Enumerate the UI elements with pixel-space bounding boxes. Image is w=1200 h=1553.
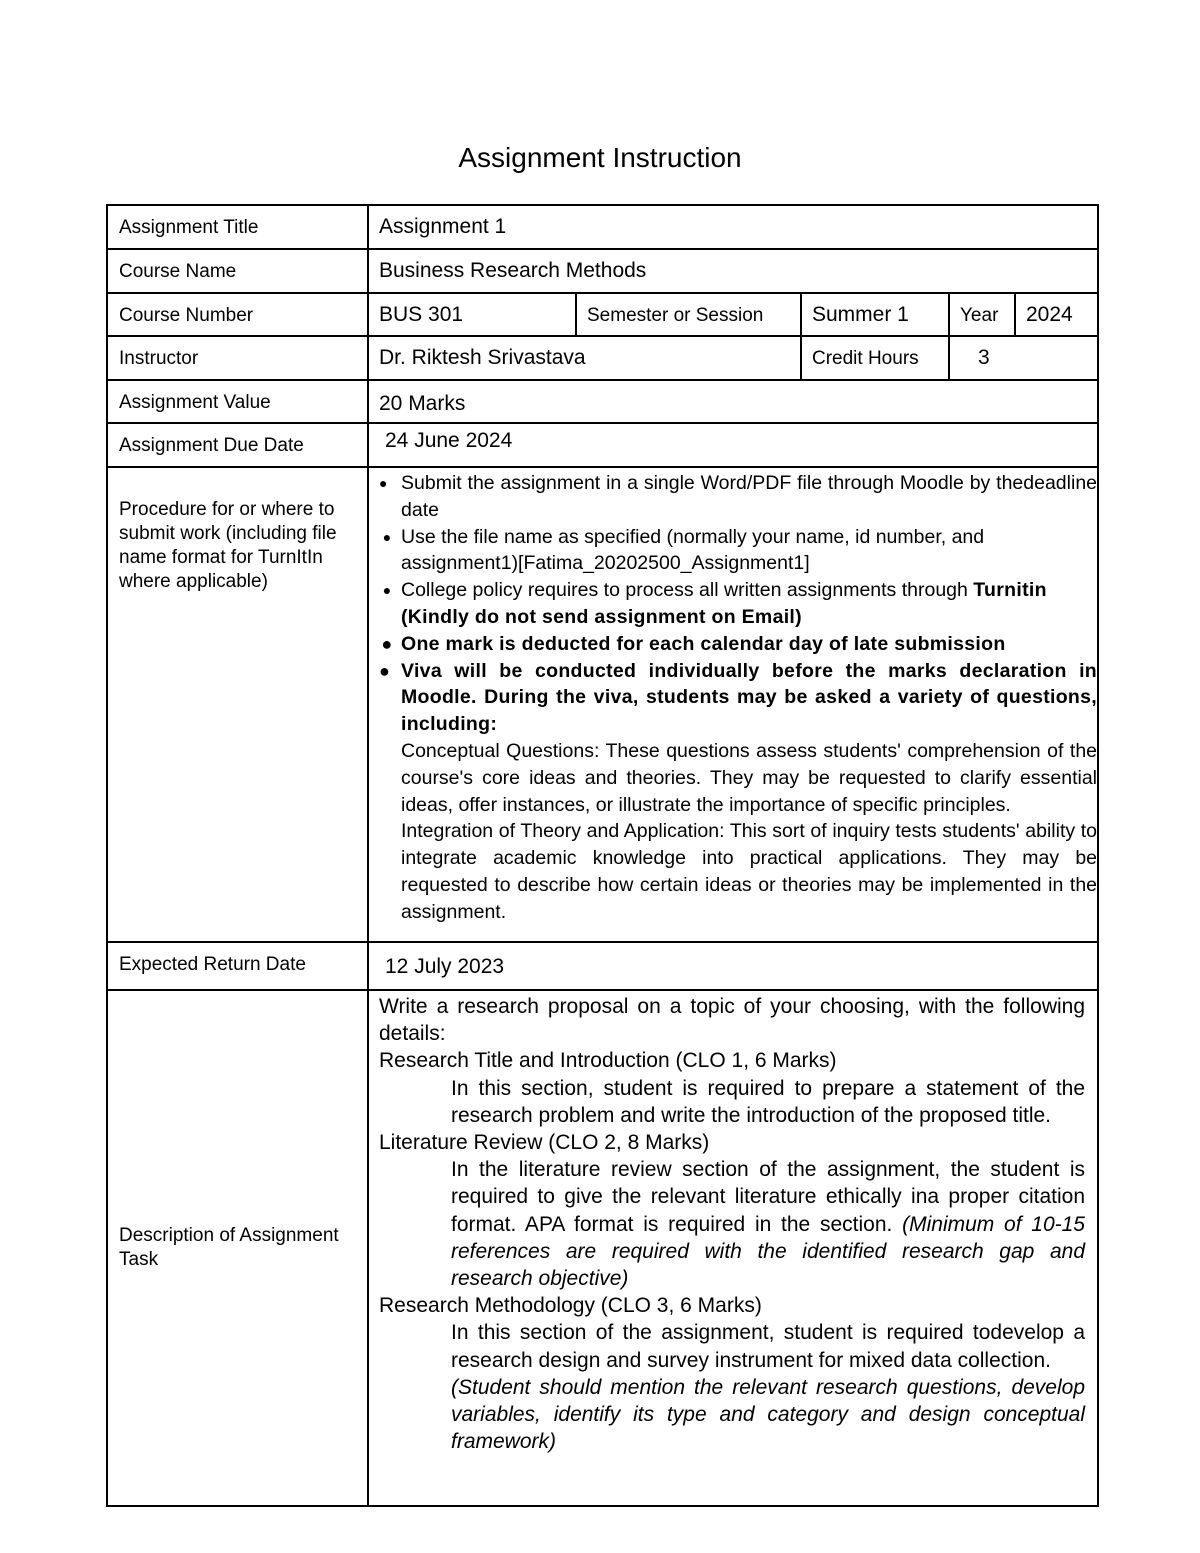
course-number-label: Course Number [107, 293, 368, 336]
procedure-item-2: ● Use the file name as specified (normally your name, id number, and assignment1)[Fatima_20202500_Assignment1] [379, 524, 1097, 578]
instructor-label: Instructor [107, 336, 368, 380]
assignment-title-label: Assignment Title [107, 205, 368, 249]
return-date-label: Expected Return Date [107, 942, 368, 990]
credit-hours-label: Credit Hours [801, 336, 949, 380]
procedure-item-3: ● College policy requires to process all written assignments through Turnitin (Kindly do not send assignment on Email) [379, 577, 1097, 631]
row-assignment-value [107, 380, 1098, 423]
row-due-date [107, 423, 1098, 467]
assignment-info-table [106, 204, 1099, 1507]
procedure-paragraph-1: Conceptual Questions: These questions assess students' comprehension of the course's core ideas and theories. They may be requested to clarify essential ideas, offer instances, or illustrate the importance of specific principles. [401, 739, 1098, 816]
section-3-body: In this section of the assignment, student is required todevelop a research design and survey instrument for mixed data collection. [451, 1321, 1086, 1372]
section-1-body: In this section, student is required to prepare a statement of the research problem and write the introduction of the proposed title. [451, 1076, 1086, 1127]
description-intro: Write a research proposal on a topic of your choosing, with the following details: [379, 995, 1086, 1046]
year-label: Year [949, 293, 1015, 336]
procedure-item-1: ● Submit the assignment in a single Word/PDF file through Moodle by thedeadline date [379, 472, 1098, 521]
row-assignment-title [107, 205, 1098, 249]
row-instructor [107, 336, 1098, 380]
bullet-icon: ● [382, 528, 392, 545]
description-label: Description of Assignment Task [107, 990, 368, 1506]
due-date-label: Assignment Due Date [107, 423, 368, 467]
bullet-icon: ● [379, 475, 388, 491]
row-procedure [107, 467, 1098, 942]
due-date-value: 24 June 2024 [368, 423, 1098, 467]
return-date-value: 12 July 2023 [368, 942, 1098, 990]
section-2-heading: Literature Review (CLO 2, 8 Marks) [379, 1131, 710, 1155]
course-number-value: BUS 301 [368, 293, 576, 336]
assignment-value-value: 20 Marks [368, 380, 1098, 423]
description-cell [368, 990, 1098, 1506]
assignment-value-label: Assignment Value [107, 380, 368, 423]
row-description [107, 990, 1098, 1506]
row-course-number [107, 293, 1098, 336]
year-value: 2024 [1015, 293, 1098, 336]
instructor-value: Dr. Riktesh Srivastava [368, 336, 801, 380]
procedure-list [379, 470, 1097, 926]
section-3-heading: Research Methodology (CLO 3, 6 Marks) [379, 1294, 762, 1318]
section-1-heading: Research Title and Introduction (CLO 1, 6 Marks) [379, 1049, 837, 1073]
procedure-item-4: ● One mark is deducted for each calendar day of late submission [379, 631, 1097, 658]
row-return-date [107, 942, 1098, 990]
procedure-label: Procedure for or where to submit work (including file name format for TurnItIn where applicable) [107, 467, 368, 942]
bullet-icon: ● [381, 633, 393, 654]
bullet-icon: ● [382, 582, 392, 599]
course-name-value: Business Research Methods [368, 249, 1098, 293]
procedure-cell [368, 467, 1098, 942]
course-name-label: Course Name [107, 249, 368, 293]
procedure-item-5: ● Viva will be conducted individually before the marks declaration in Moodle. During the viva, students may be asked a variety of questions, including: [379, 659, 1098, 736]
section-2-body: In the literature review section of the assignment, the student is required to give the relevant literature ethically ina proper citation format. APA format is required in the section. (Minimum of 10-15 references are required with the identified research gap and research objective) [451, 1158, 1086, 1291]
section-3-note: (Student should mention the relevant research questions, develop variables, identify its type and category and design conceptual framework) [451, 1375, 1086, 1454]
credit-hours-value: 3 [949, 336, 1098, 380]
page-title: Assignment Instruction [458, 142, 742, 173]
row-course-name [107, 249, 1098, 293]
semester-value: Summer 1 [801, 293, 949, 336]
assignment-title-value: Assignment 1 [368, 205, 1098, 249]
bullet-icon: ● [379, 660, 391, 681]
semester-label: Semester or Session [576, 293, 801, 336]
procedure-paragraph-2: Integration of Theory and Application: This sort of inquiry tests students' ability to integrate academic knowledge into practical applications. They may be requested to describe how certain ideas or theories may be implemented in the assignment. [401, 820, 1098, 923]
section-2-note: (Minimum of 10-15 references are required with the identified research gap and research objective) [451, 1212, 1086, 1291]
